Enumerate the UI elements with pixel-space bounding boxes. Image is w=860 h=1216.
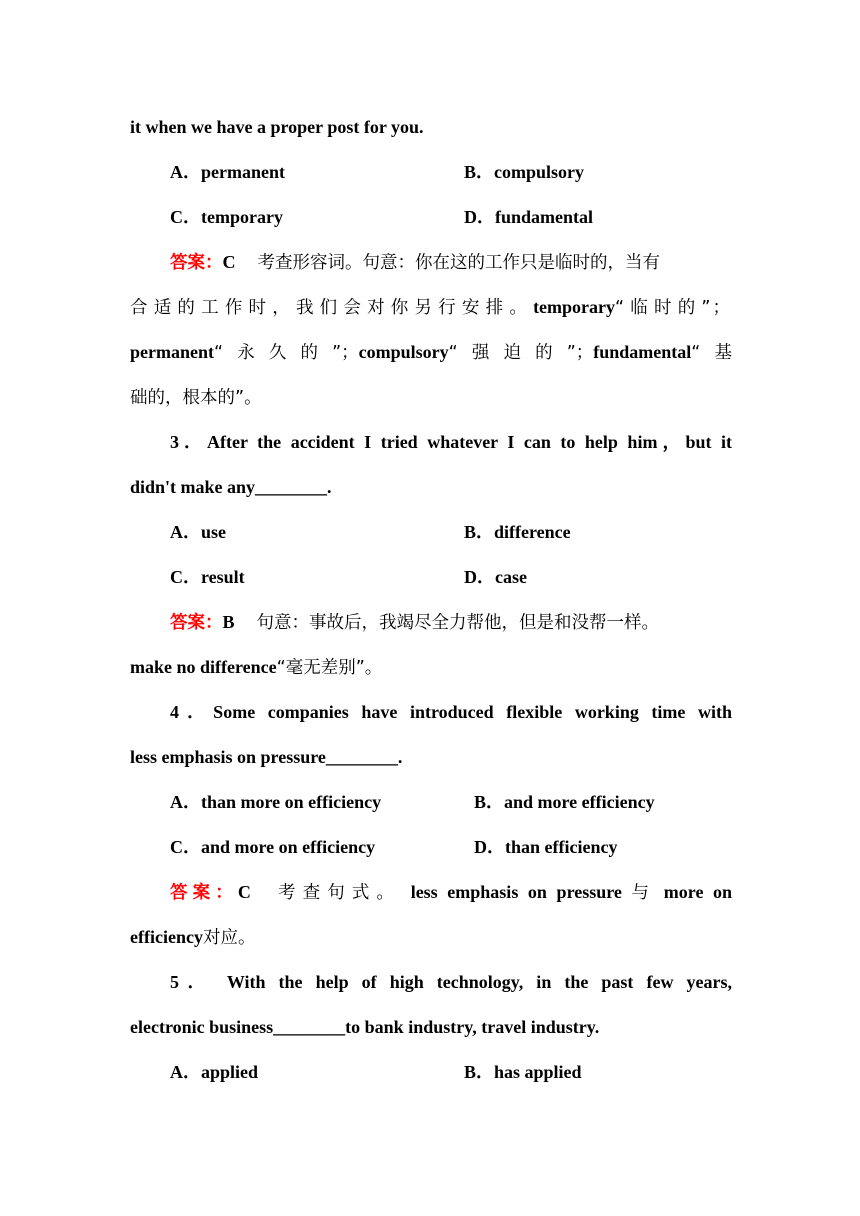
q4-explanation-1d: more on [663,882,732,902]
q4-explanation-line-2 [130,915,732,960]
q2-explanation-4: 础的，根本的”。 [130,388,262,408]
q2-answer-line [130,240,732,285]
q2-answer-label: 答案： [170,253,223,273]
q2-options-row-1 [130,150,732,195]
q3-explanation-2b: “毫无差别”。 [276,658,383,678]
q2-explanation-3c: compulsory [358,342,449,362]
q2-option-b: B．compulsory [464,162,585,182]
q3-option-d: D．case [464,567,527,587]
q2-stem-tail: it when we have a proper post for you. [130,117,424,137]
q3-stem-line-1: 3．After the accident I tried whatever I can to help him，but it [170,432,732,452]
q5-stem-line-1: 5． With the help of high technology, in the past few years, [170,972,732,992]
q3-options-row-1 [130,510,732,555]
q4-explanation-1a: 考查句式。 [272,883,402,903]
q3-option-c: C．result [170,567,245,587]
q4-explanation-2b: 对应。 [202,928,256,948]
q2-answer-letter: C [222,252,236,272]
q4-options-row-1 [130,780,732,825]
q2-options-row-2 [130,195,732,240]
q2-option-a: A．permanent [170,162,285,182]
q4-options-row-2 [130,825,732,870]
q3-answer-label: 答案： [170,613,223,633]
q2-explanation-2c: “临时的”； [615,298,732,318]
q3-explanation-2a: make no difference [130,657,277,677]
q2-explanation-line-4 [130,375,732,420]
q5-stem-line-2: electronic business________to bank industry, travel industry. [130,1017,600,1037]
q2-explanation-1: 考查形容词。句意：你在这的工作只是临时的，当有 [257,253,660,273]
q4-option-b: B．and more efficiency [474,792,655,812]
q2-option-c: C．temporary [170,207,283,227]
q3-option-a: A．use [170,522,227,542]
q5-option-a: A．applied [170,1062,259,1082]
q2-explanation-3d: “强迫的”； [448,343,594,363]
q2-explanation-3f: “基 [691,343,732,363]
q3-explanation-1: 句意：事故后，我竭尽全力帮他，但是和没帮一样。 [256,613,660,633]
q3-options-row-2 [130,555,732,600]
q4-explanation-2a: efficiency [130,927,203,947]
q4-answer-letter: C [237,882,251,902]
q2-explanation-2a: 合适的工作时，我们会对你另行安排。 [130,298,534,318]
q5-options-row-1 [130,1050,732,1095]
q4-explanation-1c: 与 [631,883,655,903]
q4-option-d: D．than efficiency [474,837,618,857]
q3-option-b: B．difference [464,522,571,542]
q4-stem-line-1: 4．Some companies have introduced flexible working time with [170,702,732,722]
q2-explanation-3e: fundamental [593,342,692,362]
q2-explanation-3b: “永久的”； [214,343,359,363]
q5-option-b: B．has applied [464,1062,582,1082]
q4-answer-label: 答案： [170,883,238,903]
q3-answer-line [130,600,732,645]
q2-explanation-3a: permanent [130,342,214,362]
q3-stem-line-2: didn't make any________. [130,477,332,497]
q4-answer-line [130,870,732,915]
q4-option-a: A．than more on efficiency [170,792,382,812]
q4-option-c: C．and more on efficiency [170,837,376,857]
q2-explanation-line-3 [130,330,732,375]
q2-explanation-2b: temporary [533,297,616,317]
q4-explanation-1b: less emphasis on pressure [410,882,622,902]
q3-answer-letter: B [222,612,235,632]
q2-option-d: D．fundamental [464,207,594,227]
q2-explanation-line-2 [130,285,732,330]
q3-explanation-line-2 [130,645,732,690]
q4-stem-line-2: less emphasis on pressure________. [130,747,403,767]
document-page [130,105,732,1095]
